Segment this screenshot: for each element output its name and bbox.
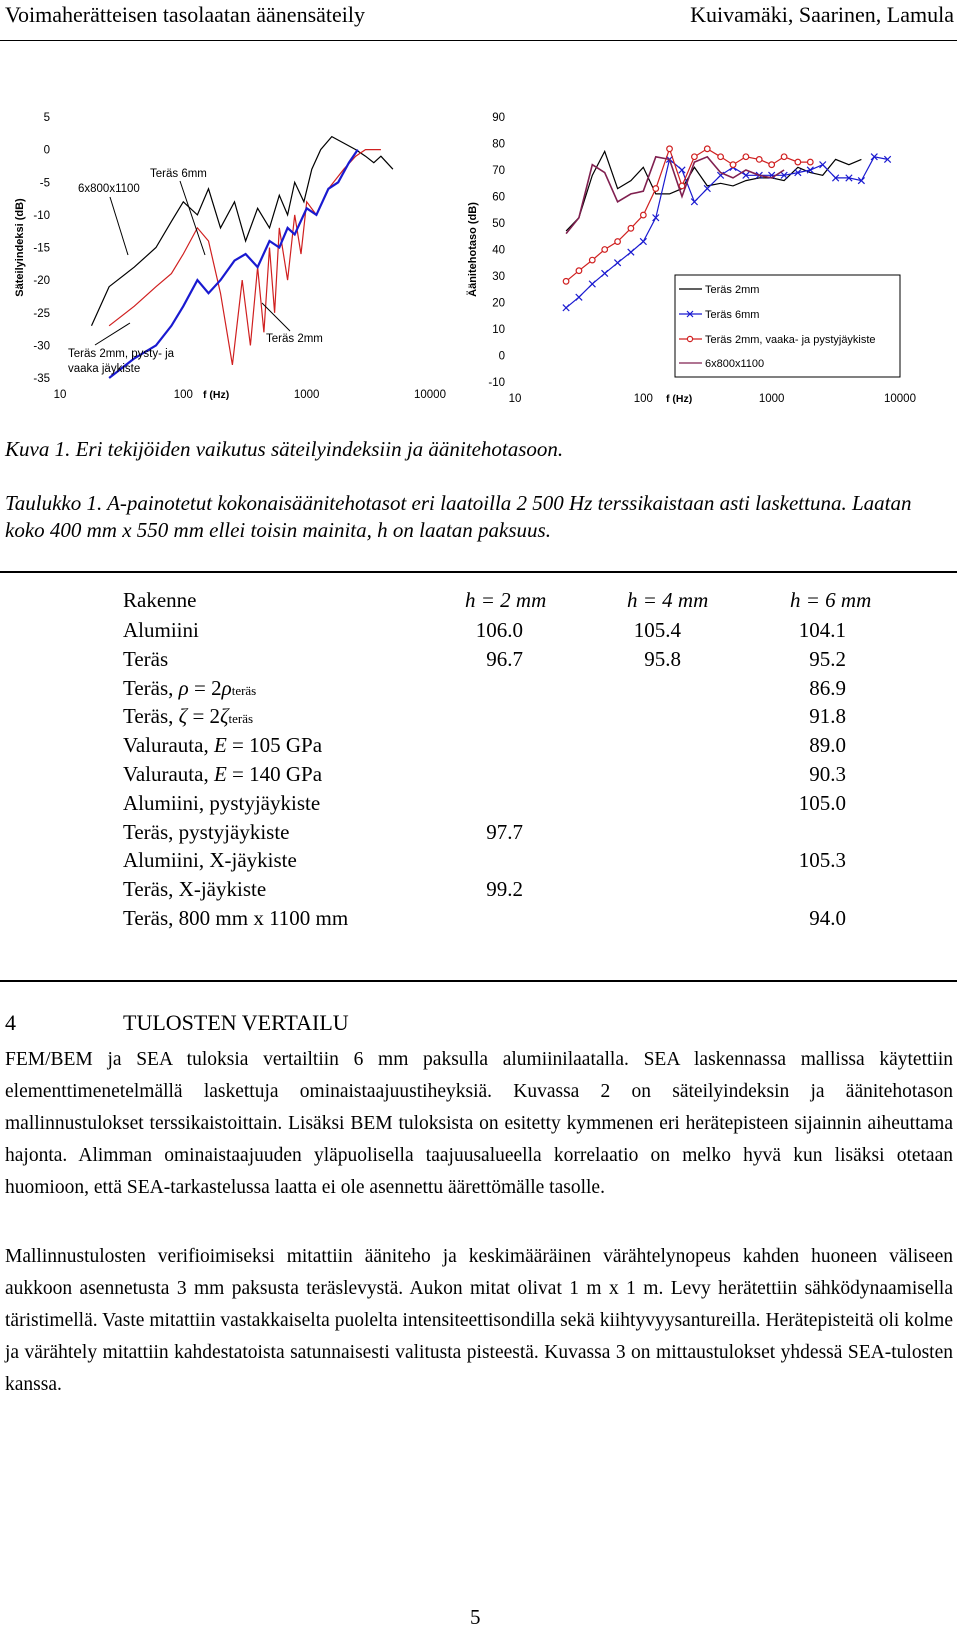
- cell-h6: 105.0: [798, 790, 846, 815]
- y-tick-label: 30: [492, 271, 505, 283]
- data-point-circle: [730, 162, 736, 168]
- data-point-circle: [576, 268, 582, 274]
- table-row: [0, 733, 957, 763]
- row-label: Valurauta, E = 140 GPa: [123, 762, 323, 786]
- row-label: Teräs: [123, 646, 169, 671]
- cell-h6: 86.9: [809, 675, 846, 700]
- table-caption: Taulukko 1. A-painotetut kokonaisäänitehotasot eri laatoilla 2 500 Hz terssikaistaan asti laskettuna. Laatan koko 400 mm x 550 mm ellei toisin mainita, h on laatan paksuus.: [5, 491, 912, 542]
- y-tick-label: -35: [33, 373, 50, 385]
- legend-marker-circle: [687, 336, 692, 341]
- y-tick-label: 0: [43, 144, 50, 157]
- table-row: [0, 820, 957, 850]
- row-label: Alumiini, X-jäykiste: [123, 848, 297, 873]
- data-point-x: [691, 199, 697, 205]
- row-label: Teräs, ζ = 2ζteräs: [123, 704, 254, 729]
- y-tick-label: -25: [33, 307, 50, 320]
- cell-h6: 90.3: [809, 762, 846, 786]
- y-tick-label: -20: [33, 275, 50, 288]
- y-tick-label: -10: [33, 209, 50, 222]
- data-point-x: [628, 249, 634, 255]
- x-axis-label: f (Hz): [666, 393, 693, 405]
- legend-label: 6x800x1100: [705, 358, 765, 370]
- annotation-leader: [180, 181, 205, 255]
- data-point-circle: [795, 159, 801, 165]
- data-point-circle: [679, 183, 685, 189]
- data-point-circle: [667, 146, 673, 152]
- cell-h4: 105.4: [633, 618, 681, 642]
- paragraph-1: FEM/BEM ja SEA tuloksia vertailtiin 6 mm paksulla alumiinilaatalla. SEA laskennassa mallissa käytettiin elementtimenetelmällä laskettuja ominaistaajuustiheyksiä. Kuvassa 2 on säteilyindeksin ja äänitehotason mallinnustulokset terssikaistoittain. Lisäksi BEM tuloksista on esitetty kymmenen eri herätepisteen sijainnin aiheuttama hajonta. Alimman ominaistaajuuden yläpuolisella taajuusalueella korrelaatio on melko hyvä kun lisäksi otetaan huomioon, että SEA-tarkastelussa laatta ei ole asennettu äärettömälle tasolle.: [5, 1049, 953, 1198]
- cell-h6: 104.1: [798, 618, 846, 642]
- row-label: Teräs, pystyjäykiste: [123, 819, 290, 844]
- data-point-circle: [602, 247, 608, 253]
- table-header-h4: h = 4 mm: [627, 588, 709, 612]
- x-tick-label: 10: [53, 389, 67, 401]
- cell-h2: 99.2: [486, 877, 523, 902]
- y-tick-label: 90: [492, 112, 505, 124]
- annotation-leader: [110, 197, 128, 255]
- y-tick-label: 80: [492, 138, 505, 151]
- cell-h2: 96.7: [486, 646, 523, 671]
- legend-label: Teräs 2mm, vaaka- ja pystyjäykiste: [705, 334, 876, 346]
- cell-h6: 89.0: [809, 733, 846, 758]
- data-point-circle: [704, 146, 710, 152]
- x-tick-label: 100: [173, 389, 193, 401]
- data-point-x: [820, 162, 826, 168]
- cell-h4: 95.8: [644, 646, 681, 671]
- row-label: Teräs, X-jäykiste: [123, 877, 267, 902]
- table-row: [0, 906, 957, 936]
- data-point-x: [640, 238, 646, 244]
- annotation-leader: [95, 323, 130, 345]
- data-point-circle: [718, 154, 724, 160]
- cell-h2: 106.0: [475, 618, 523, 642]
- data-point-circle: [743, 154, 749, 160]
- table-header-structure: Rakenne: [123, 588, 197, 612]
- data-point-circle: [692, 154, 698, 160]
- annotation-steel-2mm: Teräs 2mm: [266, 333, 323, 345]
- data-point-x: [679, 167, 685, 173]
- y-tick-label: 70: [492, 165, 505, 177]
- table-header-h6: h = 6 mm: [790, 588, 872, 612]
- x-tick-label: 100: [633, 393, 653, 405]
- data-point-circle: [563, 279, 569, 285]
- cell-h2: 97.7: [486, 819, 523, 844]
- x-tick-label: 10000: [414, 389, 446, 401]
- table-row: [0, 762, 957, 792]
- annotation-steel-6mm: Teräs 6mm: [150, 168, 207, 180]
- section-number: 4: [5, 1010, 16, 1035]
- results-table: [0, 571, 957, 982]
- y-tick-label: 40: [492, 244, 505, 257]
- data-point-circle: [781, 154, 787, 160]
- running-header: [0, 0, 957, 41]
- y-axis-label: Äänitehotaso (dB): [467, 202, 479, 297]
- cell-h6: 105.3: [798, 848, 846, 873]
- annotation-6x800x1100: 6x800x1100: [78, 183, 140, 195]
- y-tick-label: -15: [33, 242, 50, 255]
- series-line: [109, 150, 381, 365]
- section-title: TULOSTEN VERTAILU: [123, 1010, 349, 1035]
- series-line: [566, 157, 784, 234]
- paragraph-2: Mallinnustulosten verifioimiseksi mitattiin ääniteho ja keskimääräinen värähtelynopeus kahden huoneen väliseen aukkoon asennetusta 3 mm paksusta teräslevystä. Aukon mitat olivat 1 m x 1 m. Levy herätettiin sähködynaamisella täristimellä. Vaste mitattiin vastakkaiselta puolelta intensiteettisondilla sekä kiihtyvyysantureilla. Herätepisteitä oli kolme ja värähtely mitattiin kahdestatoista satunnaisesti valitusta pisteestä. Kuvassa 3 on mittaustulokset yhdessä SEA-tulosten kanssa.: [5, 1246, 953, 1395]
- y-tick-label: -30: [33, 340, 50, 353]
- y-tick-label: 5: [43, 112, 50, 124]
- table-row: [0, 877, 957, 907]
- sound-power-chart-svg: [467, 105, 960, 430]
- data-point-circle: [641, 212, 647, 218]
- row-label: Valurauta, E = 105 GPa: [123, 733, 323, 758]
- annotation-stiffened-line2: vaaka jäykiste: [68, 363, 141, 375]
- y-tick-label: 20: [492, 297, 505, 310]
- table-header-h2: h = 2 mm: [465, 588, 547, 612]
- data-point-x: [602, 270, 608, 276]
- data-point-circle: [807, 159, 813, 165]
- annotation-stiffened-line1: Teräs 2mm, pysty- ja: [68, 348, 175, 360]
- data-point-x: [589, 281, 595, 287]
- x-tick-label: 10: [508, 393, 522, 405]
- x-axis-label: f (Hz): [203, 389, 230, 401]
- radiation-index-chart-svg: [0, 105, 470, 430]
- data-point-circle: [615, 239, 621, 245]
- table-row: [0, 704, 957, 734]
- x-tick-label: 1000: [293, 389, 320, 401]
- page-number: 5: [470, 1605, 481, 1629]
- row-label: Alumiini: [123, 618, 199, 642]
- data-point-x: [563, 305, 569, 311]
- y-tick-label: 0: [498, 350, 505, 363]
- data-point-circle: [769, 162, 775, 168]
- radiation-index-chart: [0, 105, 470, 430]
- row-label: Alumiini, pystyjäykiste: [123, 790, 321, 815]
- sound-power-chart: [467, 105, 960, 430]
- y-tick-label: -10: [488, 377, 505, 389]
- y-axis-label: Säteilyindeksi (dB): [14, 198, 26, 297]
- cell-h6: 91.8: [809, 704, 846, 729]
- y-tick-label: 10: [492, 324, 505, 336]
- data-point-circle: [628, 226, 634, 232]
- data-point-x: [614, 260, 620, 266]
- cell-h6: 95.2: [809, 646, 846, 671]
- data-point-x: [576, 294, 582, 300]
- cell-h6: 94.0: [809, 906, 846, 930]
- figure-caption: Kuva 1. Eri tekijöiden vaikutus säteilyindeksiin ja äänitehotasoon.: [5, 437, 564, 461]
- table-row: [0, 618, 957, 648]
- y-tick-label: 50: [492, 218, 505, 230]
- running-authors: Kuivamäki, Saarinen, Lamula: [690, 2, 954, 27]
- row-label: Teräs, ρ = 2ρteräs: [123, 675, 257, 700]
- series-line: [566, 149, 810, 281]
- y-tick-label: -5: [39, 177, 50, 190]
- data-point-circle: [756, 157, 762, 163]
- table-row: [0, 848, 957, 878]
- row-label: Teräs, 800 mm x 1100 mm: [123, 906, 349, 930]
- table-row: [0, 791, 957, 821]
- table-row: [0, 676, 957, 706]
- table-row: [0, 647, 957, 677]
- legend-label: Teräs 2mm: [705, 284, 760, 296]
- data-point-circle: [589, 257, 595, 263]
- legend-label: Teräs 6mm: [705, 309, 760, 321]
- data-point-circle: [653, 186, 659, 192]
- running-title: Voimaherätteisen tasolaatan äänensäteily: [5, 2, 366, 27]
- annotation-leader: [262, 303, 290, 331]
- x-tick-label: 1000: [758, 393, 785, 405]
- y-tick-label: 60: [492, 191, 505, 204]
- x-tick-label: 10000: [884, 393, 916, 405]
